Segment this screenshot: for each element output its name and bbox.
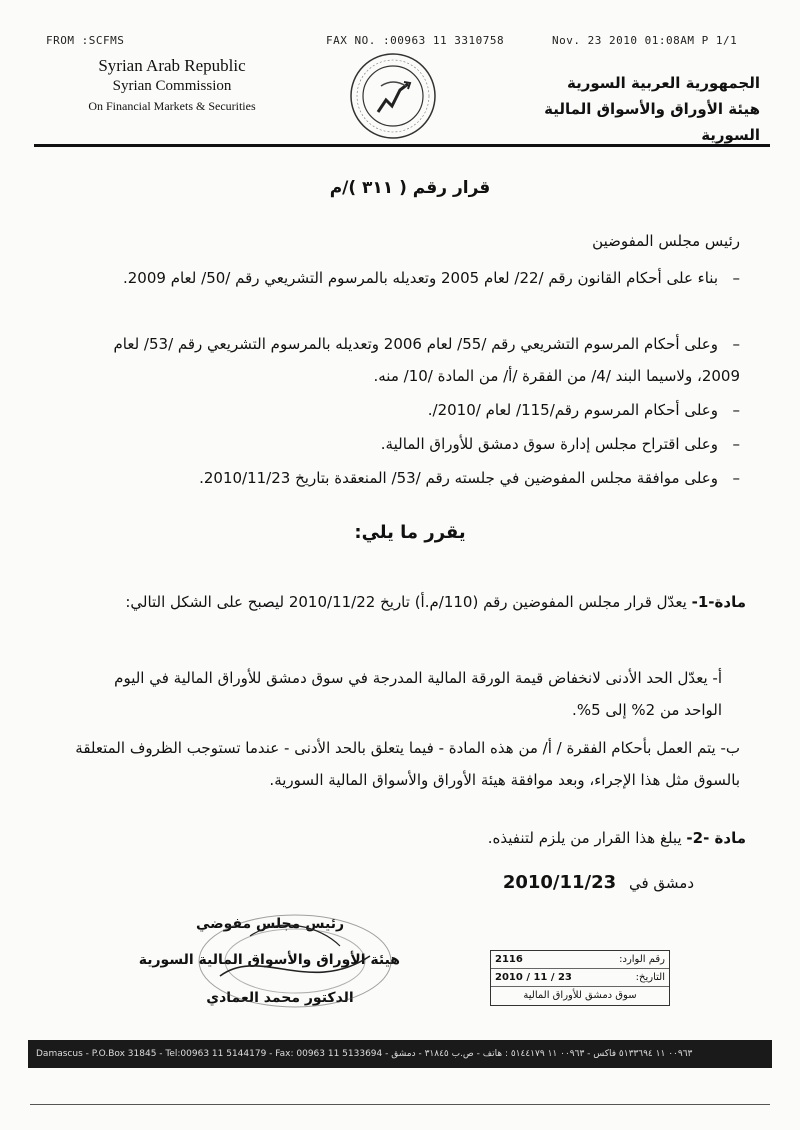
received-stamp-number-row	[491, 951, 669, 969]
signature-name: الدكتور محمد العمادي	[206, 990, 354, 1006]
preamble-item: –بناء على أحكام القانون رقم /22/ لعام 2005 وتعديله بالمرسوم التشريعي رقم /50/ لعام 2009.	[122, 269, 740, 287]
preamble-text: وعلى موافقة مجلس المفوضين في جلسته رقم /53/ المنعقدة بتاريخ 2010/11/23.	[199, 469, 718, 487]
letterhead-en-country: Syrian Arab Republic	[98, 56, 246, 75]
signature-org: هيئة الأوراق والأسواق المالية السورية	[138, 952, 400, 968]
article-1-label: مادة-1-	[691, 593, 746, 611]
issuer-title: رئيس مجلس المفوضين	[592, 232, 740, 250]
letterhead-en-markets: On Financial Markets & Securities	[88, 99, 256, 113]
place-date	[503, 872, 694, 893]
letterhead-ar-country: الجمهورية العربية السورية	[567, 74, 760, 92]
letterhead-en-commission: Syrian Commission	[112, 78, 232, 94]
decides-heading: يقرر ما يلي:	[354, 522, 466, 543]
preamble-item: –وعلى أحكام المرسوم رقم/115/ لعام /2010/.	[427, 401, 740, 419]
preamble-text: وعلى أحكام المرسوم التشريعي رقم /55/ لعام 2006 وتعديله بالمرسوم التشريعي رقم /53/ لعام 2009، ولاسيما البند /4/ من الفقرة /أ/ من المادة /10/ منه.	[113, 335, 740, 385]
fax-number: FAX NO. :00963 11 3310758	[326, 34, 505, 47]
received-date: 2010 / 11 / 23	[495, 972, 572, 983]
received-stamp-org: سوق دمشق للأوراق المالية	[523, 990, 637, 1001]
preamble-item: –وعلى اقتراح مجلس إدارة سوق دمشق للأوراق المالية.	[380, 435, 740, 453]
letterhead-divider	[34, 144, 770, 147]
received-stamp-date-row	[491, 969, 669, 987]
preamble-text: وعلى اقتراح مجلس إدارة سوق دمشق للأوراق المالية.	[380, 435, 718, 453]
article-2	[66, 822, 746, 854]
preamble-item: –وعلى موافقة مجلس المفوضين في جلسته رقم /53/ المنعقدة بتاريخ 2010/11/23.	[199, 469, 740, 487]
place-label: دمشق في	[628, 874, 694, 892]
commission-seal-icon	[348, 50, 438, 142]
article-1	[66, 586, 746, 618]
received-number-label: رقم الوارد:	[619, 954, 665, 965]
preamble-item: –وعلى أحكام المرسوم التشريعي رقم /55/ لعام 2006 وتعديله بالمرسوم التشريعي رقم /53/ لعام 2009، ولاسيما البند /4/ من الفقرة /أ/ من المادة /10/ منه.	[113, 335, 740, 385]
official-stamp-icon	[190, 906, 400, 1016]
signature-title: رئيس مجلس مفوضي	[195, 916, 345, 932]
received-number: 2116	[495, 954, 523, 965]
received-stamp-org-row	[491, 987, 669, 1004]
signing-date: 2010/11/23	[502, 872, 617, 893]
article-1-item-b: ب- يتم العمل بأحكام الفقرة / أ/ من هذه المادة - فيما يتعلق بالحد الأدنى - عندما تستوجب الظروف المتعلقة بالسوق مثل هذا الإجراء، وبعد موافقة هيئة الأوراق والأسواق المالية السورية.	[75, 739, 740, 789]
article-2-label: مادة -2-	[686, 829, 746, 847]
article-2-text: يبلغ هذا القرار من يلزم لتنفيذه.	[487, 829, 682, 847]
letterhead-ar-commission: هيئة الأوراق والأسواق المالية السورية	[544, 100, 760, 144]
letterhead-arabic	[500, 70, 760, 148]
fax-date-page: Nov. 23 2010 01:08AM P 1/1	[552, 34, 738, 47]
preamble-text: وعلى أحكام المرسوم رقم/115/ لعام /2010/.	[427, 401, 718, 419]
decision-title: قرار رقم ( ٣١١ )/م	[329, 178, 491, 198]
fax-from: FROM :SCFMS	[46, 34, 125, 47]
letterhead-english	[62, 56, 282, 116]
received-date-label: التاريخ:	[635, 972, 665, 983]
received-stamp	[490, 950, 670, 1006]
footer-contact-bar: Damascus - P.O.Box 31845 - Tel:00963 11 5144179 - Fax: 00963 11 5133694 - ٠٠٩٦٣ ١١ ٥١٣٣٦٩٤ فاكس - ٠٠٩٦٣ ١١ ٥١٤٤١٧٩ : هاتف - ص.ب ٣١٨٤٥ - دمشق	[28, 1040, 772, 1068]
bottom-divider	[30, 1104, 770, 1105]
article-1-item-a: أ- يعدّل الحد الأدنى لانخفاض قيمة الورقة المالية المدرجة في سوق دمشق للأوراق المالية في اليوم الواحد من 2% إلى 5%.	[114, 669, 722, 719]
article-1-text: يعدّل قرار مجلس المفوضين رقم (110/م.أ) تاريخ 2010/11/22 ليصبح على الشكل التالي:	[125, 593, 687, 611]
preamble-text: بناء على أحكام القانون رقم /22/ لعام 2005 وتعديله بالمرسوم التشريعي رقم /50/ لعام 2009.	[122, 269, 718, 287]
